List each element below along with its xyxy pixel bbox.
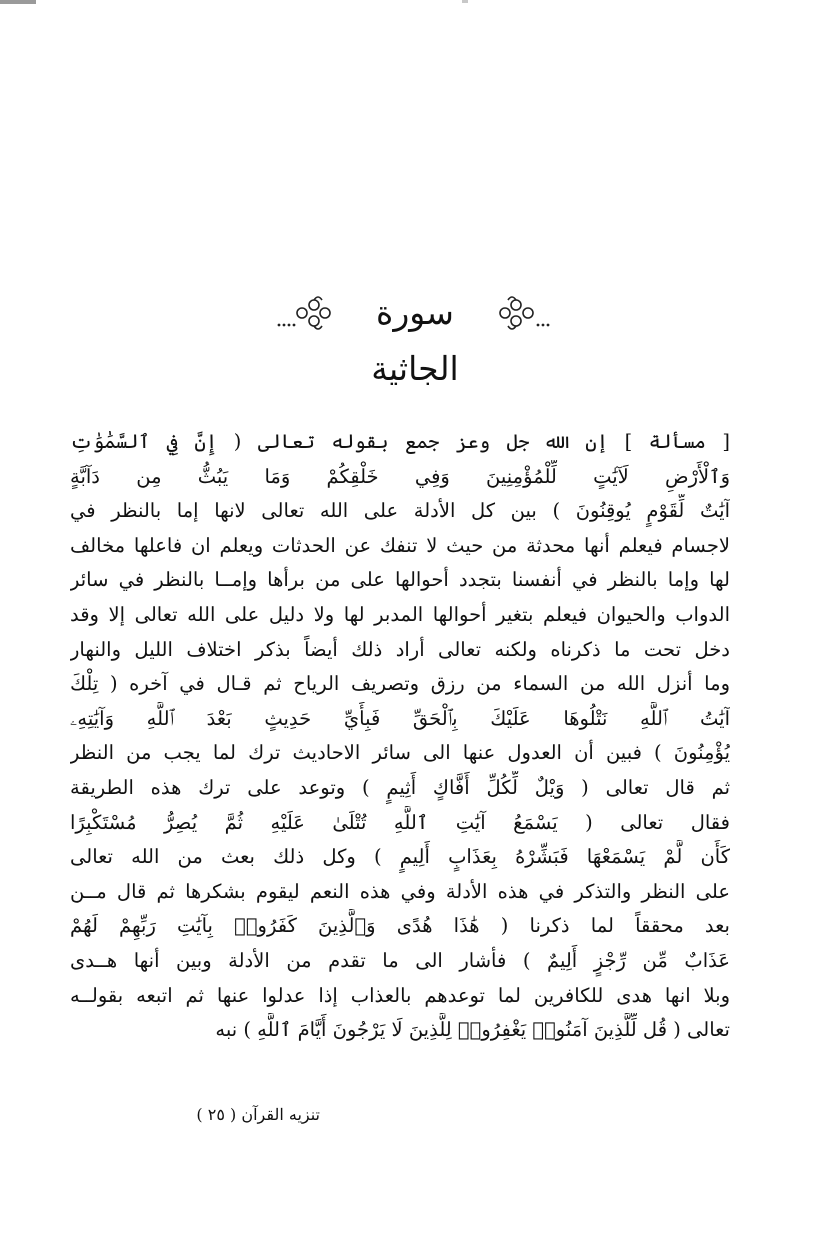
text-line: لها وإما بالنظر في أنفسنا بتجدد أحوالها على من برأها وإمــا بالنظر في سائر [70,568,730,592]
text-line: وبلا انها هدى للكافرين لما توعدهم بالعذاب إذا عدلوا عنها ثم اتبعه بقولــه [70,983,730,1007]
scan-top-mark [462,0,468,3]
body-text [70,425,730,1048]
surah-header [270,285,560,388]
text-line: عَذَابٌ مِّن رِّجْزٍ أَلِيمٌ ) فأشار الى ما تقدم من الأدلة وبين أنها هــدى [70,948,730,972]
surah-title: سورة الجاثية [371,293,459,388]
scan-corner-mark [0,0,36,4]
text-line: على النظر والتذكر في هذه الأدلة وفي هذه النعم ليقوم بشكرها ثم قال مــن [70,879,730,903]
text-line: وما أنزل الله من السماء من رزق وتصريف الرياح ثم قـال في آخره ( تِلْكَ [70,672,730,696]
text-line: الدواب والحيوان فيعلم بتغير أحوالها المدبر لها ولا دليل على الله تعالى إلا وقد [70,602,730,626]
text-line: يُؤْمِنُونَ ) فبين أن العدول عنها الى سائر الاحاديث ترك لما يجب من النظر [70,741,730,765]
text-line: فقال تعالى ( يَسْمَعُ آيَٰتِ ٱللَّهِ تُتْلَىٰ عَلَيْهِ ثُمَّ يُصِرُّ مُسْتَكْبِرًا [70,810,730,834]
right-ornament-icon [496,291,554,337]
left-ornament-icon [276,291,334,337]
text-line: وَٱلْأَرْضِ لَآيَٰتٍ لِّلْمُؤْمِنِينَ وَفِي خَلْقِكُمْ وَمَا يَبُثُّ مِن دَآبَّةٍ [70,464,730,488]
text-line: ثم قال تعالى ( وَيْلٌ لِّكُلِّ أَفَّاكٍ أَثِيمٍ ) وتوعد على ترك هذه الطريقة [70,775,730,799]
text-line: لاجسام فيعلم أنها محدثة من حيث لا تنفك عن الحدثات ويعلم ان فاعلها مخالف [70,533,730,557]
text-line: بعد محققاً لما ذكرنا ( هَٰذَا هُدًى وَٱلَّذِينَ كَفَرُوا۟ بِآيَٰتِ رَبِّهِمْ لَهُمْ [70,914,730,938]
text-line: [ مسألة ] إن الله جل وعز جمع بقوله تعالى ( إِنَّ فِي ٱلسَّمَٰوَٰتِ [70,430,730,453]
text-line: تعالى ( قُل لِّلَّذِينَ آمَنُوا۟ يَغْفِرُوا۟ لِلَّذِينَ لَا يَرْجُونَ أَيَّامَ ٱللَّهِ ) نبه [215,1018,730,1042]
text-line: آيَٰتُ ٱللَّهِ نَتْلُوهَا عَلَيْكَ بِٱلْحَقِّ فَبِأَيِّ حَدِيثٍ بَعْدَ ٱللَّهِ وَآيَٰتِهِۦ [70,706,730,730]
text-line: كَأَن لَّمْ يَسْمَعْهَا فَبَشِّرْهُ بِعَذَابٍ أَلِيمٍ ) وكل ذلك بعث من الله تعالى [70,845,730,869]
page-footer: تنزيه القرآن ( ٢٥ ) [196,1105,320,1124]
text-line: دخل تحت ما ذكرناه ولكنه تعالى أراد ذلك أيضاً بذكر اختلاف الليل والنهار [70,637,730,661]
text-line: آيَٰتٌ لِّقَوْمٍ يُوقِنُونَ ) بين كل الأدلة على الله تعالى لانها إما بالنظر في [70,499,730,523]
